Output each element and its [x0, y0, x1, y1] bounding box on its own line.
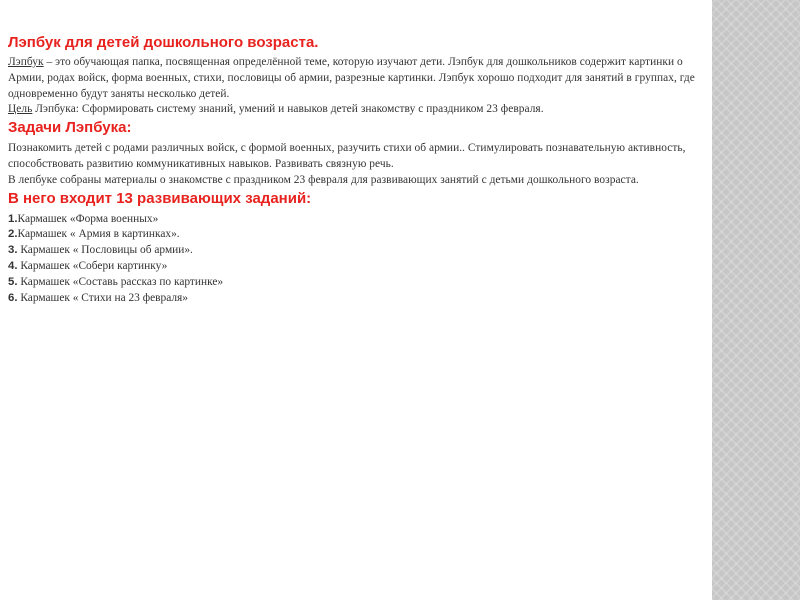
list-item [8, 227, 703, 243]
list-item-text: Кармашек «Составь рассказ по картинке» [17, 275, 224, 288]
intro-text: – это обучающая папка, посвященная определённой теме, которую изучают дети. Лэпбук для дошкольников содержит картинки о Армии, родах войск, форма военных, стихи, пословицы об армии, разрезные картинки. Лэпбук хорошо подходит для занятий в группах, где одновременно будут заняты несколько детей. [8, 56, 695, 100]
slide-title: Лэпбук для детей дошкольного возраста. [8, 34, 319, 51]
includes-heading: В него входит 13 развивающих заданий: [8, 189, 312, 207]
list-item-number: 5. [8, 275, 18, 288]
goal-paragraph [8, 102, 703, 118]
list-item-text: Кармашек « Пословицы об армии». [17, 244, 193, 257]
intro-term: Лэпбук [8, 56, 44, 68]
list-item-text: Кармашек «Собери картинку» [17, 259, 168, 272]
list-item-text: Кармашек « Стихи на 23 февраля» [17, 291, 188, 304]
goal-text: Лэпбука: Сформировать систему знаний, умений и навыков детей знакомству с праздником 23 февраля. [32, 103, 544, 116]
tasks-paragraph: Познакомить детей с родами различных войск, с формой военных, разучить стихи об армии.. Стимулировать познавательную активность, способствовать развитию коммуникативных навыков. Развивать связную речь. [8, 142, 686, 170]
list-item [8, 243, 703, 259]
goal-label: Цель [8, 103, 33, 116]
list-item-number: 6. [8, 291, 18, 304]
list-item-number: 2. [8, 228, 18, 241]
list-item-text: Кармашек «Форма военных» [17, 212, 159, 225]
intro-paragraph [8, 55, 703, 102]
decorative-side-band [712, 0, 800, 600]
tasks-heading: Задачи Лэпбука: [8, 119, 132, 137]
list-item-number: 3. [8, 244, 18, 257]
list-item-number: 4. [8, 259, 18, 272]
list-item [8, 212, 703, 228]
list-item [8, 259, 703, 275]
list-item-number: 1. [8, 212, 18, 225]
slide-content [8, 34, 703, 306]
list-item [8, 291, 703, 307]
list-item [8, 275, 703, 291]
tasks-list [8, 212, 703, 307]
list-item-text: Кармашек « Армия в картинках». [17, 228, 180, 241]
collected-paragraph: В лепбуке собраны материалы о знакомстве с праздником 23 февраля для развивающих занятий с детьми дошкольного возраста. [8, 173, 639, 186]
